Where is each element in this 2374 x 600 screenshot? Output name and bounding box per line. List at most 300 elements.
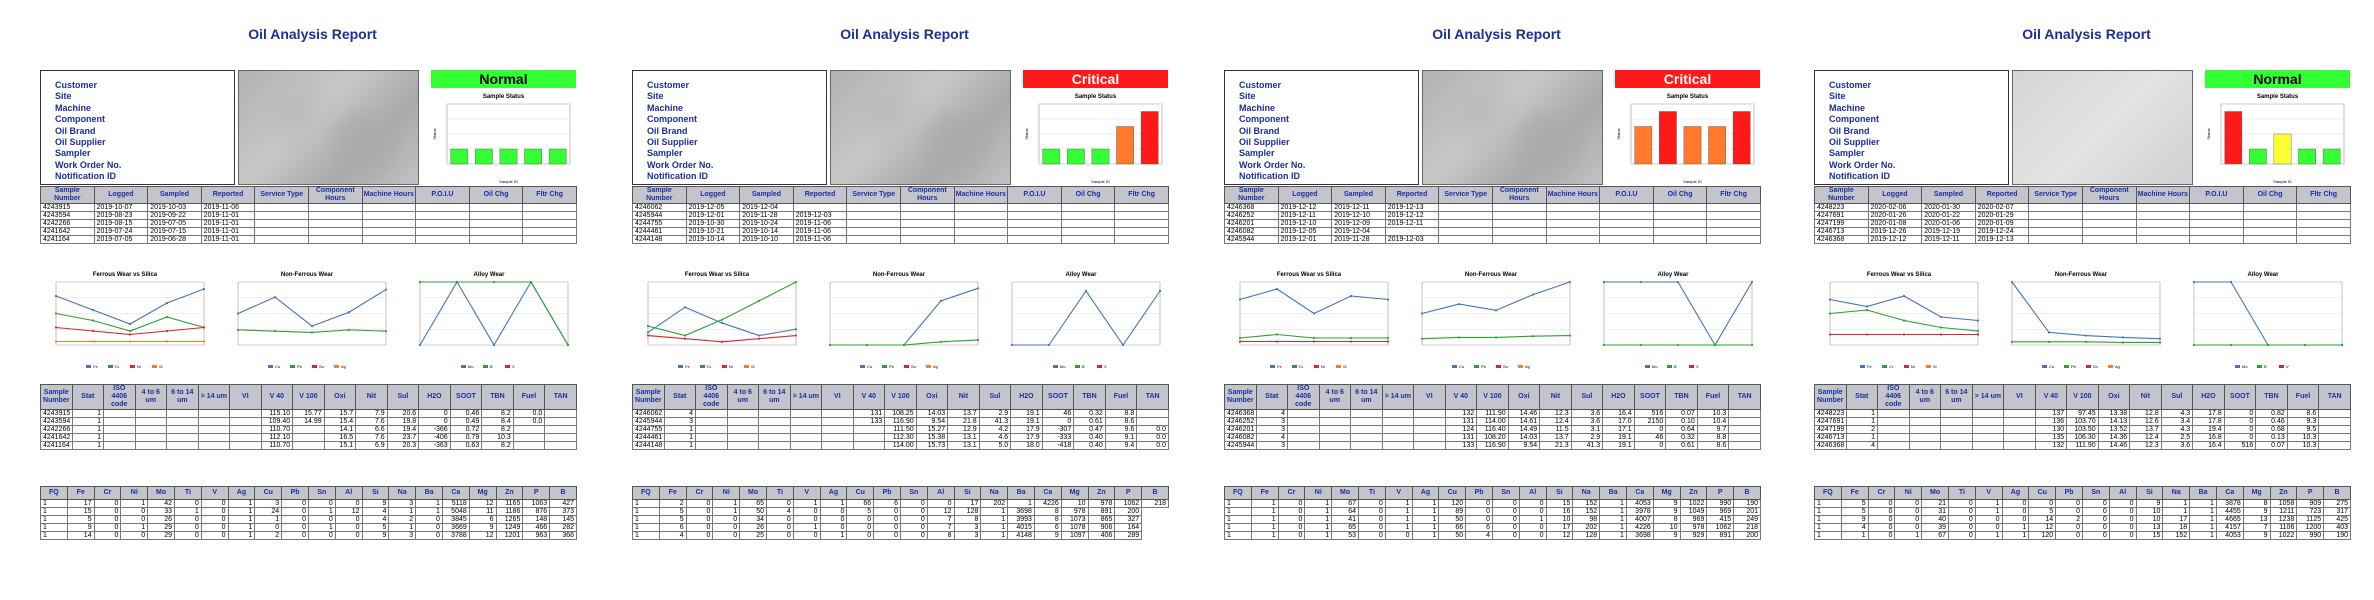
table-cell (1941, 418, 1973, 426)
table-cell: 1 (2163, 508, 2190, 516)
column-header: Sampled (1922, 187, 1976, 204)
table-cell: 4246713 (1815, 434, 1847, 442)
info-label: Oil Supplier (1239, 137, 1290, 148)
table-cell (135, 410, 167, 418)
data-point (311, 325, 313, 327)
table-cell: 1 (633, 524, 660, 532)
table-cell (696, 410, 728, 418)
table-cell (1382, 410, 1414, 418)
table-cell: 1073 (1061, 516, 1088, 524)
table-cell: 1 (1385, 500, 1412, 508)
data-point (1532, 335, 1534, 337)
info-label: Oil Supplier (55, 137, 106, 148)
samples-table (632, 186, 1169, 244)
table-cell: 8.8 (1697, 434, 1729, 442)
table-cell: 0.63 (450, 442, 482, 450)
table-cell: 4241164 (41, 442, 73, 450)
table-cell: 1 (2190, 508, 2217, 516)
table-cell: 1 (1600, 500, 1627, 508)
table-cell: 2 (255, 532, 282, 540)
table-cell: 373 (550, 508, 577, 516)
column-header: 4 to 6 um (1909, 385, 1941, 410)
table-cell: 15.38 (916, 434, 948, 442)
table-cell: 1 (1305, 524, 1332, 532)
data-point (1239, 298, 1241, 300)
status-bar (524, 149, 541, 164)
table-cell (1319, 410, 1351, 418)
wear-chart (814, 268, 984, 373)
table-cell: 969 (1680, 516, 1707, 524)
column-header: B (2324, 487, 2351, 500)
column-header: B (1734, 487, 1761, 500)
table-cell: 1 (121, 500, 148, 508)
data-point (2048, 331, 2050, 333)
table-cell (1008, 204, 1062, 212)
table-cell: 202 (1573, 524, 1600, 532)
table-cell: 17 (954, 500, 981, 508)
table-cell: 2020-02-07 (1975, 204, 2029, 212)
column-header: Machine Hours (2136, 187, 2190, 204)
data-point (274, 296, 276, 298)
column-header: Ni (1895, 487, 1922, 500)
column-header: VI (2004, 385, 2036, 410)
table-cell: 9 (362, 532, 389, 540)
table-cell: 0 (1948, 508, 1975, 516)
table-cell (523, 204, 577, 212)
table-cell: 0 (1358, 500, 1385, 508)
table-cell: 1 (41, 508, 68, 516)
data-point (493, 281, 495, 283)
table-cell: 282 (550, 524, 577, 532)
table-cell (954, 204, 1008, 212)
table-cell: 2019-12-01 (1278, 236, 1332, 244)
table-cell: 2019-11-06 (793, 228, 847, 236)
table-cell (2319, 434, 2351, 442)
chart-svg (431, 90, 576, 186)
table-cell: 8.2 (482, 442, 514, 450)
table-cell: 0 (2224, 434, 2256, 442)
column-header: Service Type (2029, 187, 2083, 204)
table-cell: 9.4 (1105, 442, 1137, 450)
table-cell (696, 434, 728, 442)
legend-swatch (152, 365, 157, 368)
table-cell: 0 (900, 516, 927, 524)
table-cell: 12 (469, 500, 496, 508)
column-header: Fuel (2287, 385, 2319, 410)
table-cell: 0 (2056, 500, 2083, 508)
info-label: Notification ID (1829, 171, 1890, 182)
column-header: Ba (2190, 487, 2217, 500)
data-point (419, 281, 421, 283)
table-cell: 0 (94, 532, 121, 540)
table-cell: 4247691 (1815, 212, 1869, 220)
legend-label: Pb (2071, 364, 2076, 369)
table-cell: 0 (282, 508, 309, 516)
column-header: > 14 um (1972, 385, 2004, 410)
table-cell: 4241642 (41, 434, 73, 442)
table-cell: 2019-10-07 (94, 204, 148, 212)
info-label: Oil Brand (647, 125, 688, 136)
table-cell: 1 (1305, 500, 1332, 508)
status-bar (451, 149, 468, 164)
chart-svg (996, 268, 1166, 373)
table-cell: 1 (1412, 524, 1439, 532)
table-cell: 1 (41, 500, 68, 508)
table-cell: 17.9 (1011, 434, 1043, 442)
table-cell (1351, 442, 1383, 450)
table-cell (790, 442, 822, 450)
column-header: Oil Chg (1061, 187, 1115, 204)
data-point (795, 281, 797, 283)
column-header: Mo (1922, 487, 1949, 500)
column-header: Sn (900, 487, 927, 500)
analysis-table (1224, 384, 1761, 450)
legend-swatch (926, 365, 931, 368)
table-cell: 0 (174, 500, 201, 508)
table-cell: 2020-01-26 (1868, 212, 1922, 220)
column-header: ISO 4406 code (1288, 385, 1320, 410)
table-cell: 1 (1412, 516, 1439, 524)
table-cell (1729, 426, 1761, 434)
column-header: ISO 4406 code (104, 385, 136, 410)
table-cell: 516 (1634, 410, 1666, 418)
table-cell: 2019-07-05 (148, 220, 202, 228)
data-point (203, 340, 205, 342)
data-point (977, 339, 979, 341)
data-point (237, 329, 239, 331)
table-cell: 1 (1251, 524, 1278, 532)
table-cell: 1 (1305, 532, 1332, 540)
legend-swatch (744, 365, 749, 368)
table-cell: 403 (2324, 524, 2351, 532)
column-header: P (1115, 487, 1142, 500)
table-cell: 1 (1600, 508, 1627, 516)
table-cell: 1 (1251, 508, 1278, 516)
table-cell: 14 (67, 532, 94, 540)
data-point (1569, 334, 1571, 336)
table-cell: 12.9 (948, 426, 980, 434)
table-cell (1972, 418, 2004, 426)
table-cell (2004, 418, 2036, 426)
data-point (2304, 344, 2306, 346)
column-header: Fltr Chg (1115, 187, 1169, 204)
table-cell: 2019-12-12 (1868, 236, 1922, 244)
table-cell: 3.6 (1571, 418, 1603, 426)
table-cell: 1 (1815, 508, 1842, 516)
oil-sample-photo (830, 70, 1011, 185)
table-cell: 0 (174, 532, 201, 540)
column-header: Nit (356, 385, 388, 410)
table-cell: 8.6 (2287, 410, 2319, 418)
legend-swatch (1904, 365, 1909, 368)
table-cell: 1 (664, 442, 696, 450)
column-header: Si (954, 487, 981, 500)
table-cell (1600, 212, 1654, 220)
table-cell: 1265 (496, 516, 523, 524)
column-header: Mg (1653, 487, 1680, 500)
table-cell: 2019-11-01 (201, 228, 255, 236)
column-header: TBN (482, 385, 514, 410)
y-axis-label: Status (2206, 128, 2211, 140)
table-cell: 21.3 (1540, 442, 1572, 450)
table-cell: 909 (2297, 500, 2324, 508)
table-cell: 41 (1332, 516, 1359, 524)
legend-label: Cu (1459, 364, 1465, 369)
data-point (866, 344, 868, 346)
table-cell: 1 (981, 508, 1008, 516)
column-header: 6 to 14 um (1351, 385, 1383, 410)
table-cell: 2 (389, 516, 416, 524)
column-header: Mg (1061, 487, 1088, 500)
chart-svg (1615, 90, 1760, 186)
column-header: P (1707, 487, 1734, 500)
column-header: Ni (121, 487, 148, 500)
table-cell: 131 (1445, 434, 1477, 442)
table-row (633, 236, 1169, 244)
table-cell (2136, 228, 2190, 236)
column-header: TAN (1729, 385, 1761, 410)
table-cell: 0 (2109, 524, 2136, 532)
table-cell: 963 (523, 532, 550, 540)
column-header: Nit (2130, 385, 2162, 410)
table-cell: 1 (41, 532, 68, 540)
table-cell: 112.30 (885, 434, 917, 442)
table-cell: 5 (362, 524, 389, 532)
table-cell: 17 (2163, 516, 2190, 524)
legend-label: Ag (933, 364, 938, 369)
table-cell (1653, 220, 1707, 228)
table-cell: 891 (1088, 508, 1115, 516)
column-header: Reported (1385, 187, 1439, 204)
column-header: Oil Chg (469, 187, 523, 204)
column-header: Stat (72, 385, 104, 410)
table-cell: 132 (2035, 442, 2067, 450)
data-point (1940, 326, 1942, 328)
column-header: Oxi (1508, 385, 1540, 410)
legend-label: Si (159, 364, 163, 369)
table-cell: 2020-01-22 (1922, 212, 1976, 220)
table-cell (1008, 228, 1062, 236)
status-bar (1684, 127, 1701, 165)
table-cell (900, 220, 954, 228)
table-row (1225, 212, 1761, 220)
column-header: Fe (1251, 487, 1278, 500)
data-point (1421, 312, 1423, 314)
legend-label: Ni (1321, 364, 1325, 369)
table-cell (759, 410, 791, 418)
table-cell: 0 (201, 508, 228, 516)
table-cell: 14.99 (293, 418, 325, 426)
table-row (1225, 500, 1761, 508)
table-cell (167, 410, 199, 418)
table-cell: 4007 (1626, 516, 1653, 524)
table-cell (1653, 212, 1707, 220)
table-cell: 66 (1439, 524, 1466, 532)
table-cell (1414, 410, 1446, 418)
data-point (1239, 340, 1241, 342)
data-point (493, 344, 495, 346)
table-cell: 8 (1034, 516, 1061, 524)
column-header: ISO 4406 code (1878, 385, 1910, 410)
legend-swatch (2279, 365, 2284, 368)
table-cell (1941, 442, 1973, 450)
info-label: Machine (647, 102, 684, 113)
data-point (795, 328, 797, 330)
table-cell (308, 228, 362, 236)
table-cell: 4245944 (1225, 236, 1279, 244)
data-point (2230, 344, 2232, 346)
table-row (1815, 516, 2351, 524)
info-label: Customer (1829, 80, 1872, 90)
table-cell: 0.47 (1074, 426, 1106, 434)
table-cell: 4243594 (41, 212, 95, 220)
legend-label: Si (751, 364, 755, 369)
table-row (41, 212, 577, 220)
table-row (41, 508, 577, 516)
table-cell: 15.4 (324, 418, 356, 426)
table-cell: 9.7 (1697, 426, 1729, 434)
table-cell: 0 (820, 508, 847, 516)
table-cell: 969 (1707, 508, 1734, 516)
table-cell: 1 (820, 532, 847, 540)
table-cell (2136, 220, 2190, 228)
legend-swatch (290, 365, 295, 368)
info-label: Oil Brand (1239, 125, 1280, 136)
table-cell: 1 (1385, 508, 1412, 516)
table-cell: 19.1 (1603, 442, 1635, 450)
table-cell: 3698 (1008, 508, 1035, 516)
chart-svg (1224, 268, 1394, 373)
table-row (41, 220, 577, 228)
table-cell (1729, 434, 1761, 442)
table-cell (104, 418, 136, 426)
legend-label: Pb (297, 364, 302, 369)
table-cell (900, 204, 954, 212)
table-cell: 4244755 (633, 426, 665, 434)
table-cell: 2.9 (979, 410, 1011, 418)
data-point (530, 281, 532, 283)
table-cell: 0 (282, 516, 309, 524)
table-cell (1972, 410, 2004, 418)
legend-swatch (312, 365, 317, 368)
table-cell: 50 (1439, 516, 1466, 524)
legend-label: Cu (275, 364, 281, 369)
legend-label: B (1674, 364, 1677, 369)
report-title: Oil Analysis Report (2022, 26, 2151, 42)
table-cell: 3 (954, 524, 981, 532)
column-header: Ag (1412, 487, 1439, 500)
table-cell (198, 410, 230, 418)
table-cell: 0 (1948, 524, 1975, 532)
info-label: Site (1829, 91, 1846, 102)
data-point (940, 300, 942, 302)
data-point (1421, 338, 1423, 340)
table-cell: 0 (416, 516, 443, 524)
table-cell: 97.45 (2067, 410, 2099, 418)
table-cell (954, 236, 1008, 244)
table-cell (790, 426, 822, 434)
table-cell: 0 (1895, 500, 1922, 508)
data-point (2011, 341, 2013, 343)
table-cell (293, 434, 325, 442)
table-cell: 1 (1385, 524, 1412, 532)
column-header: V 100 (2067, 385, 2099, 410)
table-cell: 12 (2029, 524, 2056, 532)
data-point (92, 330, 94, 332)
table-cell (2243, 212, 2297, 220)
table-cell: 0 (1278, 532, 1305, 540)
table-cell: 0 (2224, 418, 2256, 426)
table-row (41, 532, 577, 540)
table-cell: 6 (874, 500, 901, 508)
table-cell: 0.40 (1074, 442, 1106, 450)
table-cell (545, 434, 577, 442)
data-point (1458, 336, 1460, 338)
table-cell: 0 (174, 524, 201, 532)
data-point (1313, 337, 1315, 339)
table-row (633, 426, 1169, 434)
table-cell: 9 (67, 524, 94, 532)
column-header: Mg (2243, 487, 2270, 500)
table-cell: 201 (1734, 508, 1761, 516)
table-cell: 2019-12-10 (1332, 212, 1386, 220)
table-cell (847, 212, 901, 220)
wear-chart (1588, 268, 1758, 373)
table-cell: 17.9 (1011, 426, 1043, 434)
table-row (633, 418, 1169, 426)
table-cell: 2019-09-22 (148, 212, 202, 220)
column-header: Stat (1846, 385, 1878, 410)
table-cell: 2020-01-09 (1975, 220, 2029, 228)
table-cell: 4246368 (1225, 204, 1279, 212)
data-point (758, 300, 760, 302)
data-point (129, 340, 131, 342)
table-cell (230, 410, 262, 418)
table-cell: 11.5 (1540, 426, 1572, 434)
table-cell: 1 (713, 500, 740, 508)
table-cell (1382, 418, 1414, 426)
report-panel (632, 0, 1177, 600)
table-cell (523, 212, 577, 220)
info-label: Customer (647, 80, 690, 90)
table-cell: 0 (121, 532, 148, 540)
data-point (92, 309, 94, 311)
table-cell: 9.54 (1508, 442, 1540, 450)
info-label: Work Order No. (55, 159, 122, 170)
oil-sample-photo (2012, 70, 2193, 185)
table-cell (793, 204, 847, 212)
chart-svg (404, 268, 574, 373)
table-cell: 0 (686, 516, 713, 524)
table-cell: 4246252 (1225, 418, 1257, 426)
table-cell: 17.8 (2193, 418, 2225, 426)
chart-title: Ferrous Wear vs Silica (684, 272, 750, 278)
table-cell: 4244148 (633, 236, 687, 244)
chart-title: Ferrous Wear vs Silica (1276, 272, 1342, 278)
column-header: Ni (1305, 487, 1332, 500)
legend-label: Cu (2049, 364, 2055, 369)
data-point (166, 316, 168, 318)
table-cell: 132 (1445, 410, 1477, 418)
table-cell: 14.61 (1508, 418, 1540, 426)
data-point (1751, 281, 1753, 283)
data-point (1677, 344, 1679, 346)
column-header: Mo (740, 487, 767, 500)
table-cell: 10 (2136, 508, 2163, 516)
column-header: Cr (94, 487, 121, 500)
column-header: Cu (1439, 487, 1466, 500)
table-cell: 108.25 (885, 410, 917, 418)
